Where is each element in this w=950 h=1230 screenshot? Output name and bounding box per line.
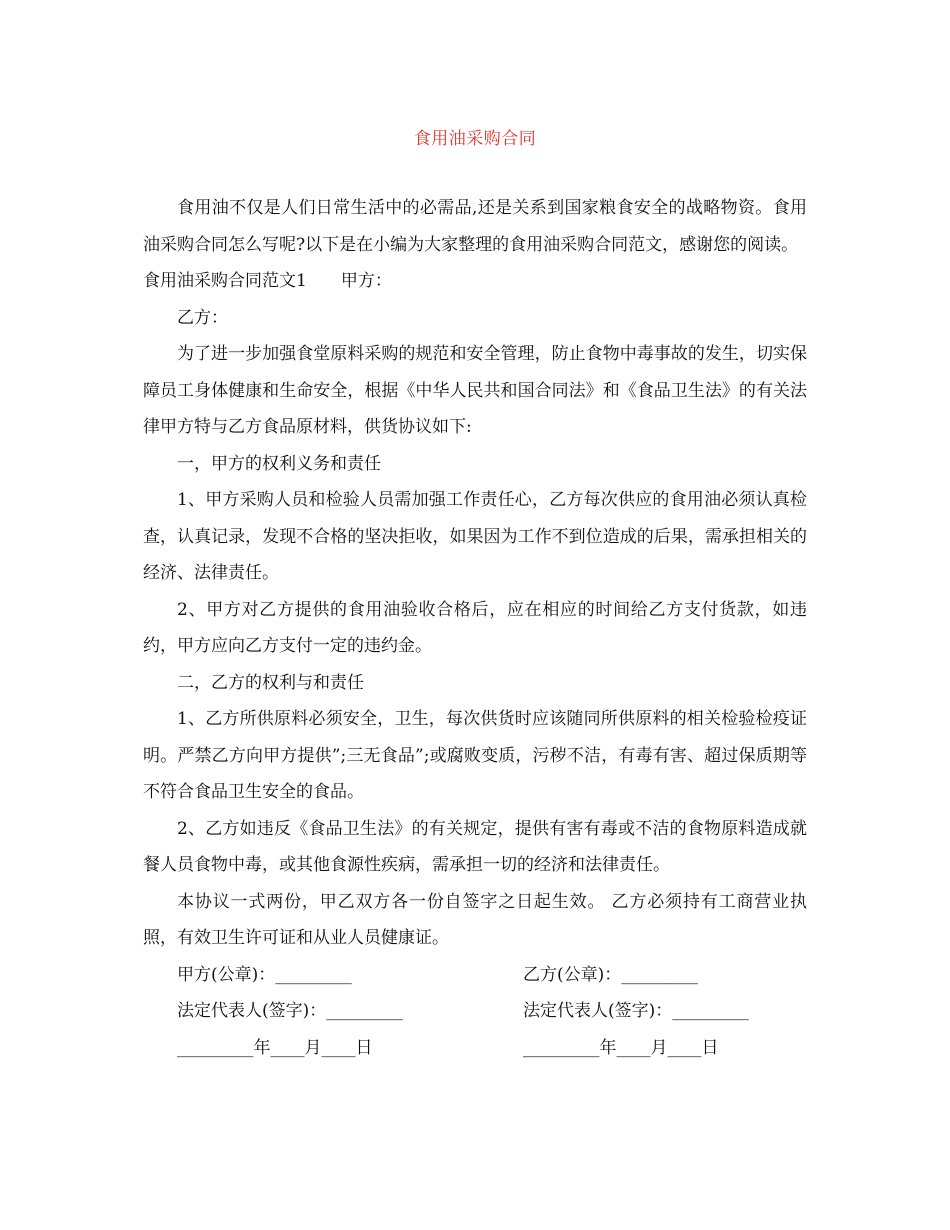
party-b-representative-field: 法定代表人(签字)：_________ xyxy=(523,1001,749,1021)
clause-b1: 1、乙方所供原料必须安全，卫生，每次供货时应该随同所供原料的相关检验检疫证明。严禁乙方向甲方提供”;三无食品”;或腐败变质，污秽不洁，有毒有害、超过保质期等不符合食品卫生安全的食品。 xyxy=(143,709,807,802)
effectivity-paragraph: 本协议一式两份，甲乙双方各一份自签字之日起生效。 乙方必须持有工商营业执照，有效卫生许可证和从业人员健康证。 xyxy=(143,891,807,948)
contract-heading-party-a: 食用油采购合同范文1 甲方： xyxy=(143,271,392,291)
party-b-line: 乙方： xyxy=(177,307,228,328)
party-a-date-field: _________年____月____日 xyxy=(177,1037,373,1058)
clause-b2: 2、乙方如违反《食品卫生法》的有关规定，提供有害有毒或不洁的食物原料造成就餐人员食物中毒，或其他食源性疾病，需承担一切的经济和法律责任。 xyxy=(143,818,807,875)
signature-row-seal xyxy=(143,957,807,994)
party-a-representative-field: 法定代表人(签字)：_________ xyxy=(177,1001,403,1021)
document-body xyxy=(143,190,807,1066)
signature-row-representative xyxy=(143,993,807,1030)
document-title: 食用油采购合同 xyxy=(413,129,537,149)
preamble-paragraph: 为了进一步加强食堂原料采购的规范和安全管理，防止食物中毒事故的发生，切实保障员工身体健康和生命安全，根据《中华人民共和国合同法》和《食品卫生法》的有关法律甲方特与乙方食品原材料，供货协议如下: xyxy=(143,344,807,437)
section-heading-party-b: 二，乙方的权利与和责任 xyxy=(177,672,364,693)
clause-a2: 2、甲方对乙方提供的食用油验收合格后，应在相应的时间给乙方支付货款，如违约，甲方应向乙方支付一定的违约金。 xyxy=(143,599,807,656)
party-a-seal-field: 甲方(公章)：_________ xyxy=(177,964,352,985)
clause-a1: 1、甲方采购人员和检验人员需加强工作责任心，乙方每次供应的食用油必须认真检查，认真记录，发现不合格的坚决拒收，如果因为工作不到位造成的后果，需承担相关的经济、法律责任。 xyxy=(143,490,807,583)
signature-row-date xyxy=(143,1030,807,1067)
party-b-seal-field: 乙方(公章)：_________ xyxy=(523,964,698,985)
party-b-date-field: _________年____月____日 xyxy=(523,1037,719,1058)
intro-paragraph: 食用油不仅是人们日常生活中的必需品,还是关系到国家粮食安全的战略物资。食用油采购合同怎么写呢?以下是在小编为大家整理的食用油采购合同范文，感谢您的阅读。 xyxy=(143,198,807,255)
section-heading-party-a: 一，甲方的权利义务和责任 xyxy=(177,453,381,474)
